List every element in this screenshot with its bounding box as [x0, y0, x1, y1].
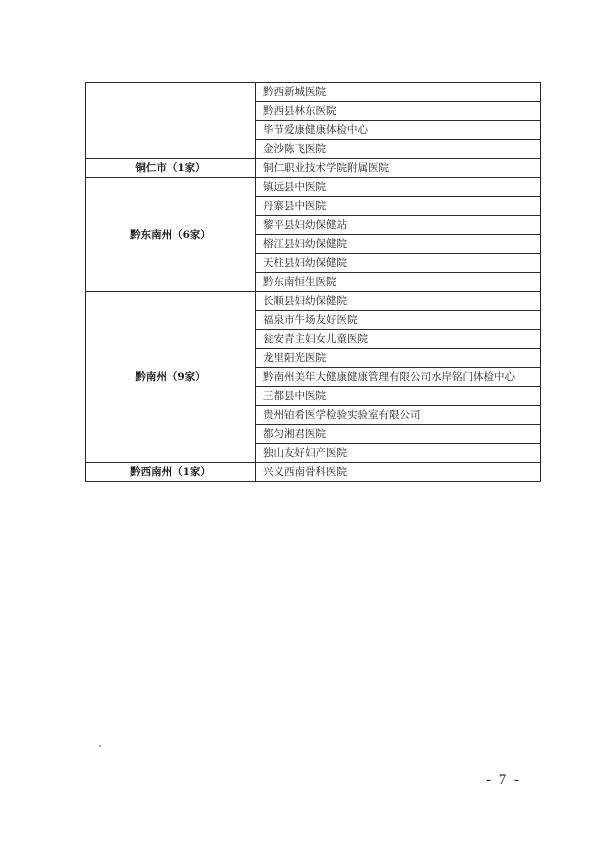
hospital-cell: 丹寨县中医院 — [256, 197, 541, 216]
region-cell-tongren: 铜仁市（1家） — [86, 159, 256, 178]
hospital-cell: 毕节爱康健康体检中心 — [256, 121, 541, 140]
page-number: - 7 - — [486, 772, 521, 788]
hospital-cell: 三都县中医院 — [256, 387, 541, 406]
hospital-cell: 金沙陈飞医院 — [256, 140, 541, 159]
region-cell-qianxinan: 黔西南州（1家） — [86, 463, 256, 482]
hospital-cell: 龙里阳光医院 — [256, 349, 541, 368]
hospital-cell: 瓮安青主妇女儿童医院 — [256, 330, 541, 349]
scan-speck — [99, 745, 101, 747]
hospital-cell: 黔南州美年大健康健康管理有限公司水岸铭门体检中心 — [256, 368, 541, 387]
hospital-cell: 黔东南恒生医院 — [256, 273, 541, 292]
hospital-cell: 铜仁职业技术学院附属医院 — [256, 159, 541, 178]
region-cell-qiannan: 黔南州（9家） — [86, 292, 256, 463]
table-row — [86, 463, 541, 482]
region-cell-continued — [86, 83, 256, 159]
hospital-cell: 榕江县妇幼保健院 — [256, 235, 541, 254]
region-cell-qiandongnan: 黔东南州（6家） — [86, 178, 256, 292]
hospital-cell: 兴义西南骨科医院 — [256, 463, 541, 482]
table-row — [86, 178, 541, 197]
table-row — [86, 292, 541, 311]
hospital-cell: 贵州铂肴医学检验实验室有限公司 — [256, 406, 541, 425]
table-row — [86, 83, 541, 102]
hospital-list-table — [85, 82, 541, 482]
hospital-cell: 黔西县林东医院 — [256, 102, 541, 121]
hospital-cell: 福泉市牛场友好医院 — [256, 311, 541, 330]
table-row — [86, 159, 541, 178]
hospital-cell: 黔西新城医院 — [256, 83, 541, 102]
hospital-cell: 天柱县妇幼保健院 — [256, 254, 541, 273]
hospital-cell: 独山友好妇产医院 — [256, 444, 541, 463]
hospital-cell: 都匀湘君医院 — [256, 425, 541, 444]
hospital-cell: 黎平县妇幼保健站 — [256, 216, 541, 235]
hospital-cell: 长顺县妇幼保健院 — [256, 292, 541, 311]
hospital-cell: 镇远县中医院 — [256, 178, 541, 197]
